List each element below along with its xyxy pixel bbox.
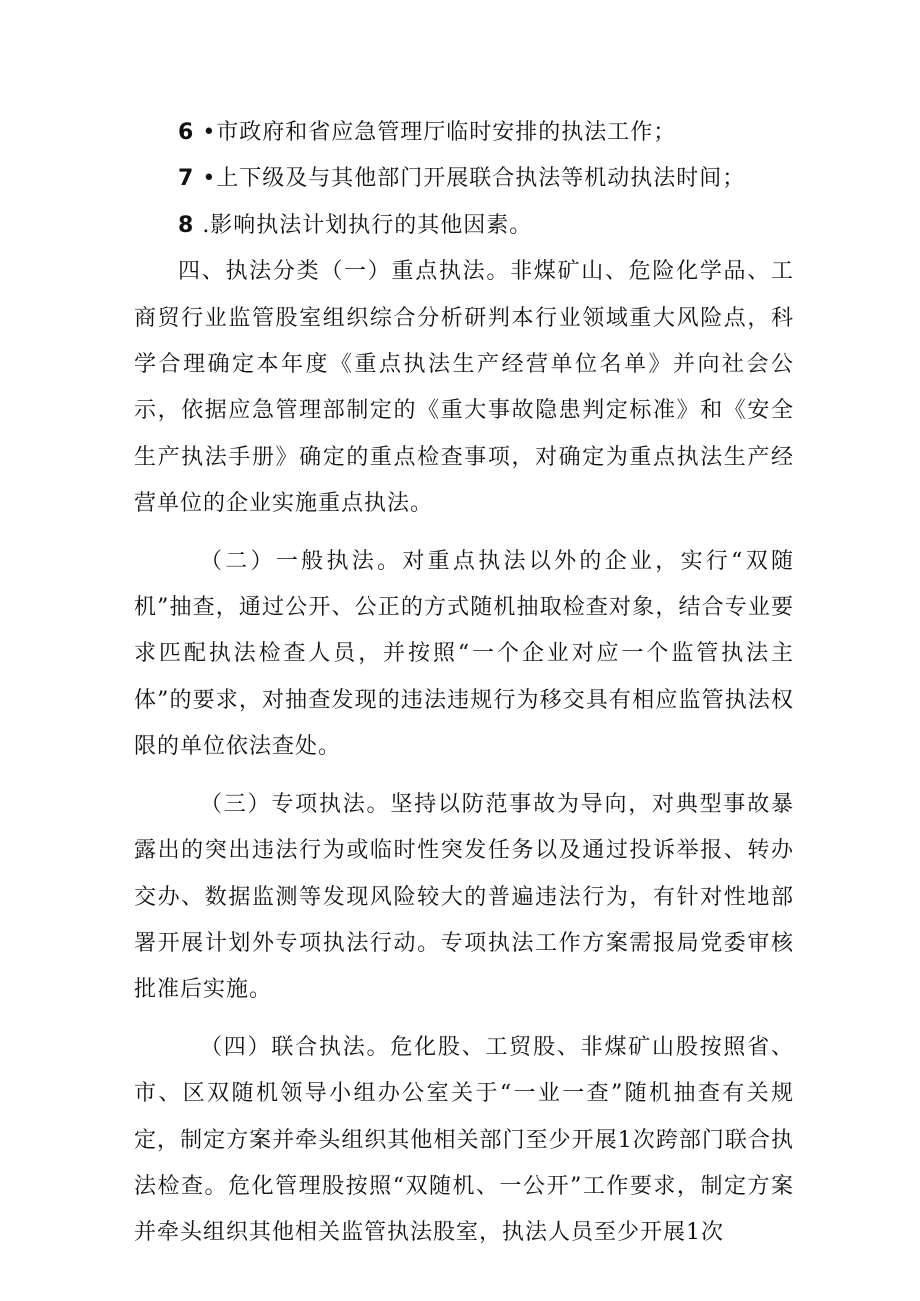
list-text: •市政府和省应急管理厅临时安排的执法工作； bbox=[202, 120, 677, 145]
list-number: 6 bbox=[178, 120, 195, 145]
list-number: 7 bbox=[178, 166, 195, 192]
paragraph-general-enforcement: （二）一般执法。对重点执法以外的企业，实行“双随机”抽查，通过公开、公正的方式随机抽取检查对象，结合专业要求匹配执法检查人员，并按照“一个企业对应一个监管执法主体”的要求，对抽查发现的违法违规行为移交具有相应监管执法权限的单位依法查处。 bbox=[134, 548, 794, 760]
paragraph-joint-enforcement: （四）联合执法。危化股、工贸股、非煤矿山股按照省、市、区双随机领导小组办公室关于“一业一查”随机抽查有关规定，制定方案并牵头组织其他相关部门至少开展1次跨部门联合执法检查。危化管理股按照“双随机、一公开”工作要求，制定方案并牵头组织其他相关监管执法股室，执法人员至少开展1次 bbox=[134, 1034, 794, 1246]
list-text: .影响执法计划执行的其他因素。 bbox=[202, 212, 533, 238]
list-item-6 bbox=[134, 110, 794, 156]
list-number: 8 bbox=[178, 212, 195, 238]
list-item-8 bbox=[134, 203, 794, 249]
paragraph-key-enforcement: 四、执法分类（一）重点执法。非煤矿山、危险化学品、工商贸行业监管股室组织综合分析研判本行业领域重大风险点，科学合理确定本年度《重点执法生产经营单位名单》并向社会公示，依据应急管理部制定的《重大事故隐患判定标准》和《安全生产执法手册》确定的重点检查事项，对确定为重点执法生产经营单位的企业实施重点执法。 bbox=[134, 259, 794, 517]
list-item-7 bbox=[134, 156, 794, 202]
document-body bbox=[134, 110, 794, 1257]
list-text: •上下级及与其他部门开展联合执法等机动执法时间； bbox=[202, 166, 746, 192]
paragraph-special-enforcement: （三）专项执法。坚持以防范事故为导向，对典型事故暴露出的突出违法行为或临时性突发任务以及通过投诉举报、转办交办、数据监测等发现风险较大的普遍违法行为，有针对性地部署开展计划外专项执法行动。专项执法工作方案需报局党委审核批准后实施。 bbox=[134, 791, 794, 1003]
